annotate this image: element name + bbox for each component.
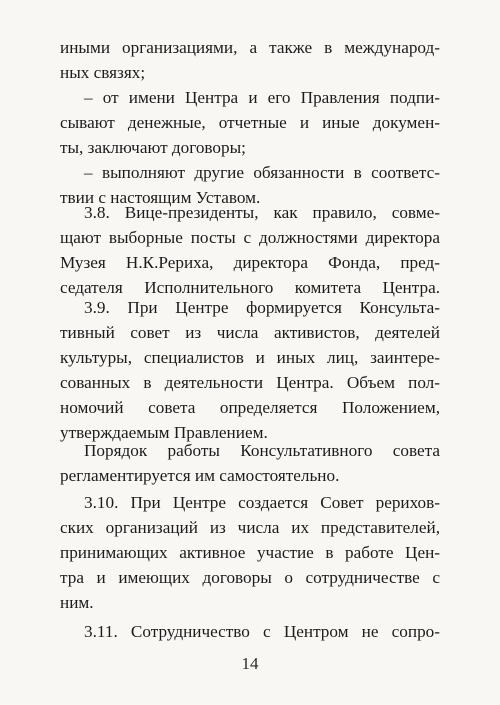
text-line: 3.11. Сотрудничество с Центром не сопро-	[84, 622, 440, 641]
text-line: – выполняют другие обязанности в соответс-	[84, 163, 440, 182]
paragraph-section-3-8	[60, 200, 440, 300]
text-line: – от имени Центра и его Правления подпи-	[84, 88, 440, 107]
text-line: культуры, специалистов и иных лиц, заинтере-	[60, 348, 440, 367]
paragraph-section-3-9	[60, 295, 440, 445]
text-line: принимающих активное участие в работе Цен-	[60, 543, 440, 562]
text-line: тивный совет из числа активистов, деятелей	[60, 323, 440, 342]
text-line: 3.8. Вице-президенты, как правило, совме-	[84, 203, 440, 222]
text-line: регламентируется им самостоятельно.	[60, 466, 340, 485]
text-line: седателя Исполнительного комитета Центра.	[60, 278, 440, 297]
text-line: Музея Н.К.Рериха, директора Фонда, пред-	[60, 253, 440, 272]
paragraph-continuation	[60, 35, 440, 210]
text-line: щают выборные посты с должностями директора	[60, 228, 440, 247]
text-line: Порядок работы Консультативного совета	[84, 441, 440, 460]
text-line: ных связях;	[60, 63, 146, 82]
page-number: 14	[241, 654, 259, 673]
text-line: утверждаемым Правлением.	[60, 423, 268, 442]
text-line: ним.	[60, 593, 94, 612]
text-line: сованных в деятельности Центра. Объем пол-	[60, 373, 440, 392]
paragraph-section-3-10	[60, 490, 440, 615]
text-line: ты, заключают договоры;	[60, 138, 246, 157]
text-line: иными организациями, а также в международ-	[60, 38, 440, 57]
text-line: тра и имеющих договоры о сотрудничестве с	[60, 568, 440, 587]
text-line: твии с настоящим Уставом.	[60, 188, 261, 207]
text-line: ских организаций из числа их представителей,	[60, 518, 440, 537]
text-line: 3.9. При Центре формируется Консульта-	[84, 298, 440, 317]
paragraph-section-3-11	[60, 619, 440, 644]
text-line: 3.10. При Центре создается Совет рерихов-	[84, 493, 440, 512]
text-line: сывают денежные, отчетные и иные докумен-	[60, 113, 440, 132]
paragraph-section-3-9-order	[60, 438, 440, 488]
text-line: номочий совета определяется Положением,	[60, 398, 440, 417]
